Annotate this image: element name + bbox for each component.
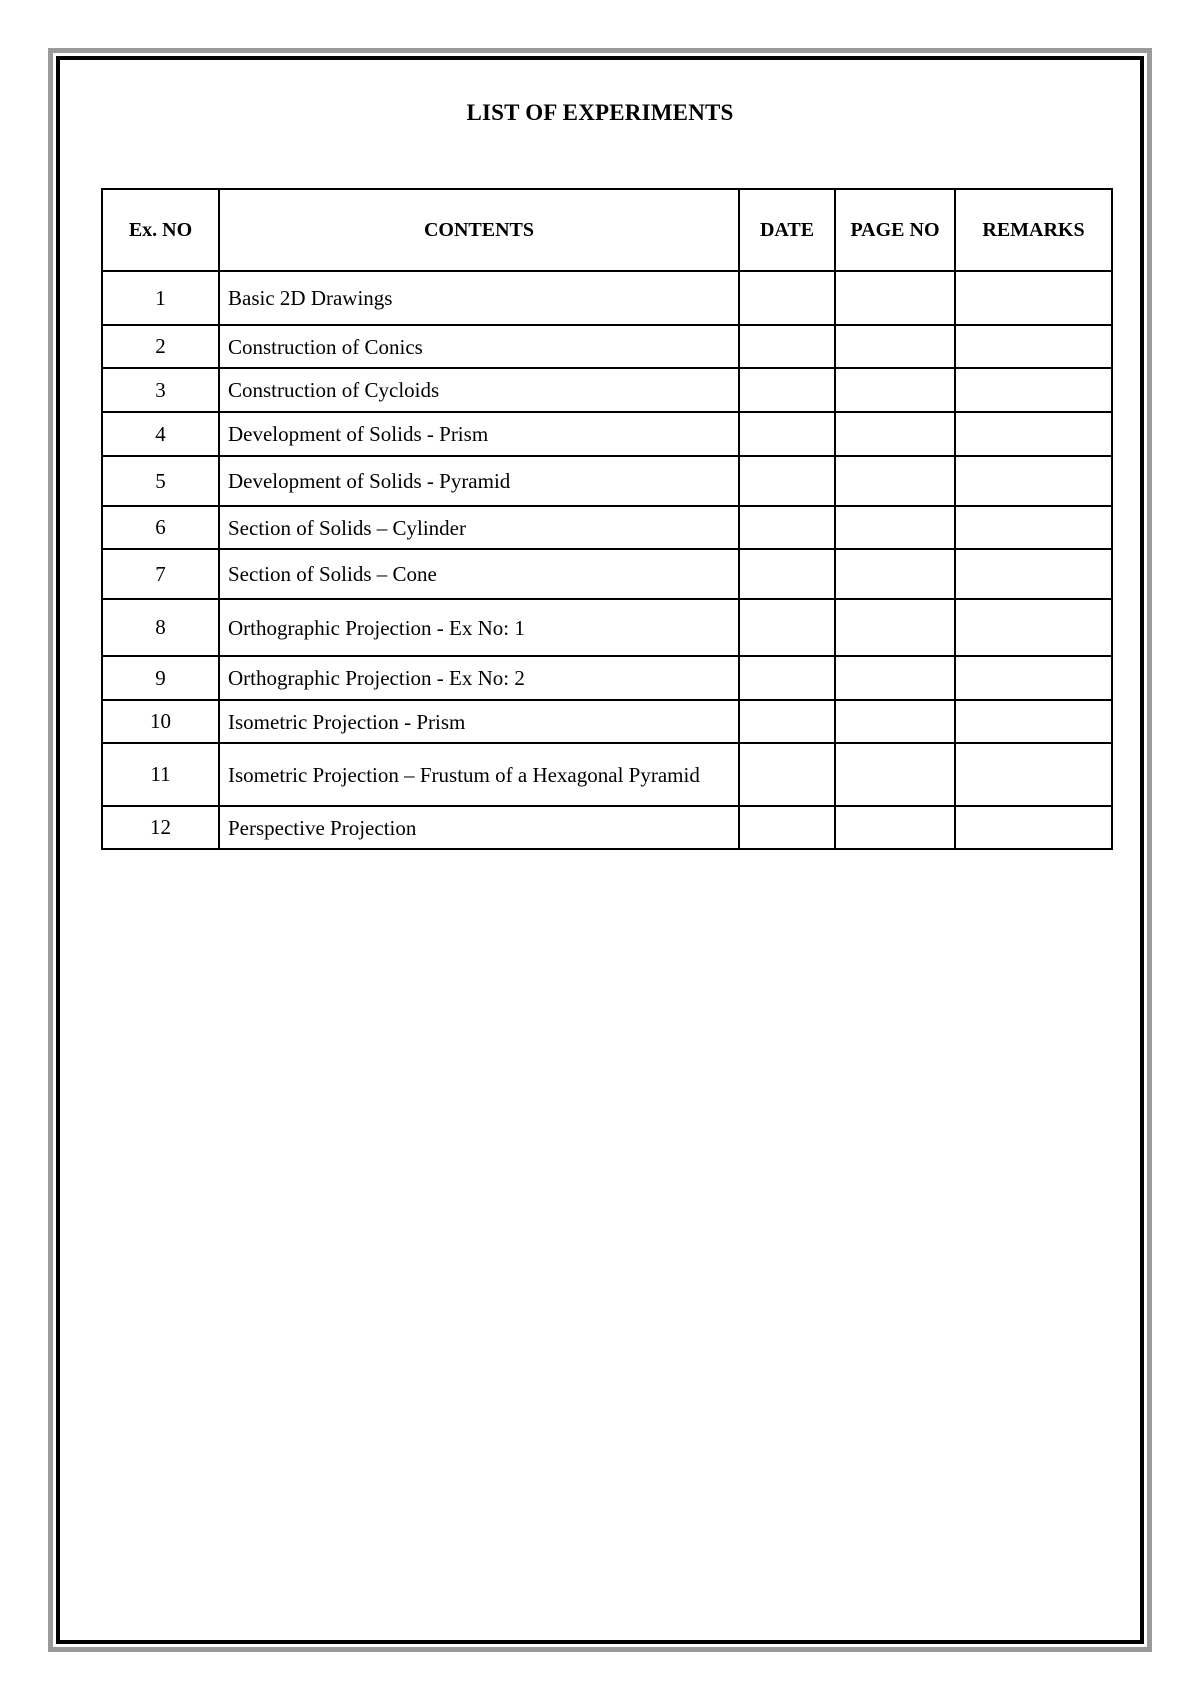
row-page-no	[835, 656, 955, 700]
header-date: DATE	[739, 189, 835, 271]
row-remarks	[955, 271, 1112, 325]
row-content: Construction of Cycloids	[219, 368, 739, 412]
row-page-no	[835, 700, 955, 743]
header-ex-no: Ex. NO	[102, 189, 219, 271]
row-content: Isometric Projection - Prism	[219, 700, 739, 743]
row-content: Basic 2D Drawings	[219, 271, 739, 325]
row-content: Orthographic Projection - Ex No: 1	[219, 599, 739, 656]
row-date	[739, 412, 835, 456]
row-number: 8	[102, 599, 219, 656]
row-remarks	[955, 743, 1112, 806]
row-page-no	[835, 743, 955, 806]
table-row	[102, 506, 1112, 549]
row-page-no	[835, 599, 955, 656]
row-date	[739, 656, 835, 700]
row-date	[739, 549, 835, 599]
row-date	[739, 506, 835, 549]
row-remarks	[955, 412, 1112, 456]
row-date	[739, 806, 835, 849]
page-border	[56, 56, 1144, 1644]
row-page-no	[835, 806, 955, 849]
row-remarks	[955, 325, 1112, 368]
row-date	[739, 456, 835, 506]
row-remarks	[955, 656, 1112, 700]
table-row	[102, 368, 1112, 412]
header-page-no: PAGE NO	[835, 189, 955, 271]
page-title: LIST OF EXPERIMENTS	[466, 100, 734, 125]
table-row	[102, 743, 1112, 806]
row-content: Construction of Conics	[219, 325, 739, 368]
row-number: 2	[102, 325, 219, 368]
row-page-no	[835, 368, 955, 412]
table-row	[102, 456, 1112, 506]
row-remarks	[955, 368, 1112, 412]
row-remarks	[955, 700, 1112, 743]
row-date	[739, 368, 835, 412]
row-date	[739, 700, 835, 743]
header-remarks: REMARKS	[955, 189, 1112, 271]
row-remarks	[955, 549, 1112, 599]
table-row	[102, 271, 1112, 325]
table-row	[102, 599, 1112, 656]
row-number: 10	[102, 700, 219, 743]
row-number: 5	[102, 456, 219, 506]
row-remarks	[955, 456, 1112, 506]
row-page-no	[835, 549, 955, 599]
row-page-no	[835, 325, 955, 368]
row-date	[739, 599, 835, 656]
row-number: 4	[102, 412, 219, 456]
row-number: 7	[102, 549, 219, 599]
row-content: Development of Solids - Prism	[219, 412, 739, 456]
row-date	[739, 271, 835, 325]
table-header-row	[102, 189, 1112, 271]
row-number: 6	[102, 506, 219, 549]
page-frame	[48, 48, 1152, 1652]
row-page-no	[835, 271, 955, 325]
row-date	[739, 743, 835, 806]
row-number: 1	[102, 271, 219, 325]
table-row	[102, 656, 1112, 700]
row-remarks	[955, 806, 1112, 849]
row-content: Perspective Projection	[219, 806, 739, 849]
row-remarks	[955, 506, 1112, 549]
experiments-table	[101, 188, 1113, 850]
row-page-no	[835, 506, 955, 549]
table-row	[102, 700, 1112, 743]
row-content: Isometric Projection – Frustum of a Hexagonal Pyramid	[219, 743, 739, 806]
row-number: 11	[102, 743, 219, 806]
row-content: Section of Solids – Cone	[219, 549, 739, 599]
row-number: 9	[102, 656, 219, 700]
row-remarks	[955, 599, 1112, 656]
row-content: Development of Solids - Pyramid	[219, 456, 739, 506]
table-row	[102, 412, 1112, 456]
row-content: Section of Solids – Cylinder	[219, 506, 739, 549]
row-date	[739, 325, 835, 368]
row-content: Orthographic Projection - Ex No: 2	[219, 656, 739, 700]
row-page-no	[835, 456, 955, 506]
table-row	[102, 549, 1112, 599]
header-contents: CONTENTS	[219, 189, 739, 271]
row-page-no	[835, 412, 955, 456]
table-row	[102, 806, 1112, 849]
row-number: 3	[102, 368, 219, 412]
row-number: 12	[102, 806, 219, 849]
table-row	[102, 325, 1112, 368]
